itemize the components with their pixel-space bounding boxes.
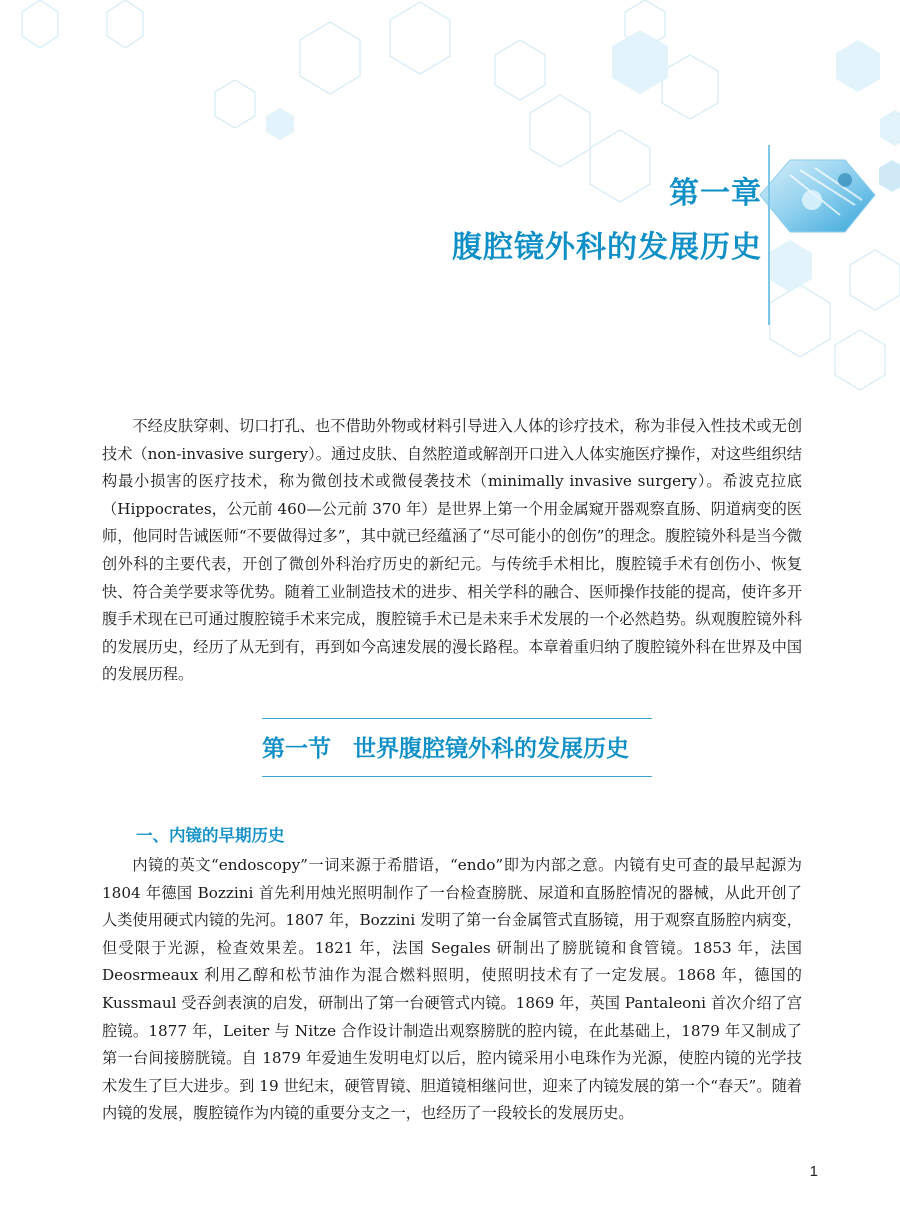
chapter-title: 腹腔镜外科的发展历史: [452, 230, 762, 265]
section-rule-top: [262, 718, 652, 719]
subsection-heading: 一、内镜的早期历史: [136, 826, 285, 845]
page-number: 1: [809, 1163, 818, 1180]
hexagon-background-decoration: [0, 0, 900, 420]
section-heading: [262, 730, 652, 763]
body-paragraph: 内镜的英文“endoscopy”一词来源于希腊语，“endo”即为内部之意。内镜有史可查的最早起源为 1804 年德国 Bozzini 首先利用烛光照明制作了一台检查膀胱、尿道和直肠腔情况的器械，从此开创了人类使用硬式内镜的先河。1807 年，Bozzini 发明了第一台金属管式直肠镜，用于观察直肠腔内病变，但受限于光源，检查效果差。1821 年，法国 Segales 研制出了膀胱镜和食管镜。1853 年，法国 Deosrmeaux 利用乙醇和松节油作为混合燃料照明，使照明技术有了一定发展。1868 年，德国的 Kussmaul 受吞剑表演的启发，研制出了第一台硬管式内镜。1869 年，英国 Pantaleoni 首次介绍了宫腔镜。1877 年，Leiter 与 Nitze 合作设计制造出观察膀胱的腔内镜，在此基础上，1879 年又制成了第一台间接膀胱镜。自 1879 年爱迪生发明电灯以后，腔内镜采用小电珠作为光源，使腔内镜的光学技术发生了巨大进步。到 19 世纪末，硬管胃镜、胆道镜相继问世，迎来了内镜发展的第一个“春天”。随着内镜的发展，腹腔镜作为内镜的重要分支之一，也经历了一段较长的发展历史。: [102, 856, 802, 1123]
section-number: 第一节: [262, 736, 331, 762]
section-rule-bottom: [262, 776, 652, 777]
chapter-vertical-rule: [768, 145, 770, 325]
chapter-number: 第一章: [669, 176, 762, 211]
section-title: 世界腹腔镜外科的发展历史: [353, 736, 629, 762]
intro-paragraph: 不经皮肤穿刺、切口打孔、也不借助外物或材料引导进入人体的诊疗技术，称为非侵入性技术或无创技术（non-invasive surgery）。通过皮肤、自然腔道或解剖开口进入人体实施医疗操作，对这些组织结构最小损害的医疗技术，称为微创技术或微侵袭技术（minimally invasive surgery）。希波克拉底（Hippocrates，公元前 460—公元前 370 年）是世界上第一个用金属窥开器观察直肠、阴道病变的医师，他同时告诫医师“不要做得过多”，其中就已经蕴涵了“尽可能小的创伤”的理念。腹腔镜外科是当今微创外科的主要代表，开创了微创外科治疗历史的新纪元。与传统手术相比，腹腔镜手术有创伤小、恢复快、符合美学要求等优势。随着工业制造技术的进步、相关学科的融合、医师操作技能的提高，使许多开腹手术现在已可通过腹腔镜手术来完成，腹腔镜手术已是未来手术发展的一个必然趋势。纵观腹腔镜外科的发展历史，经历了从无到有，再到如今高速发展的漫长路程。本章着重归纳了腹腔镜外科在世界及中国的发展历程。: [102, 417, 802, 684]
